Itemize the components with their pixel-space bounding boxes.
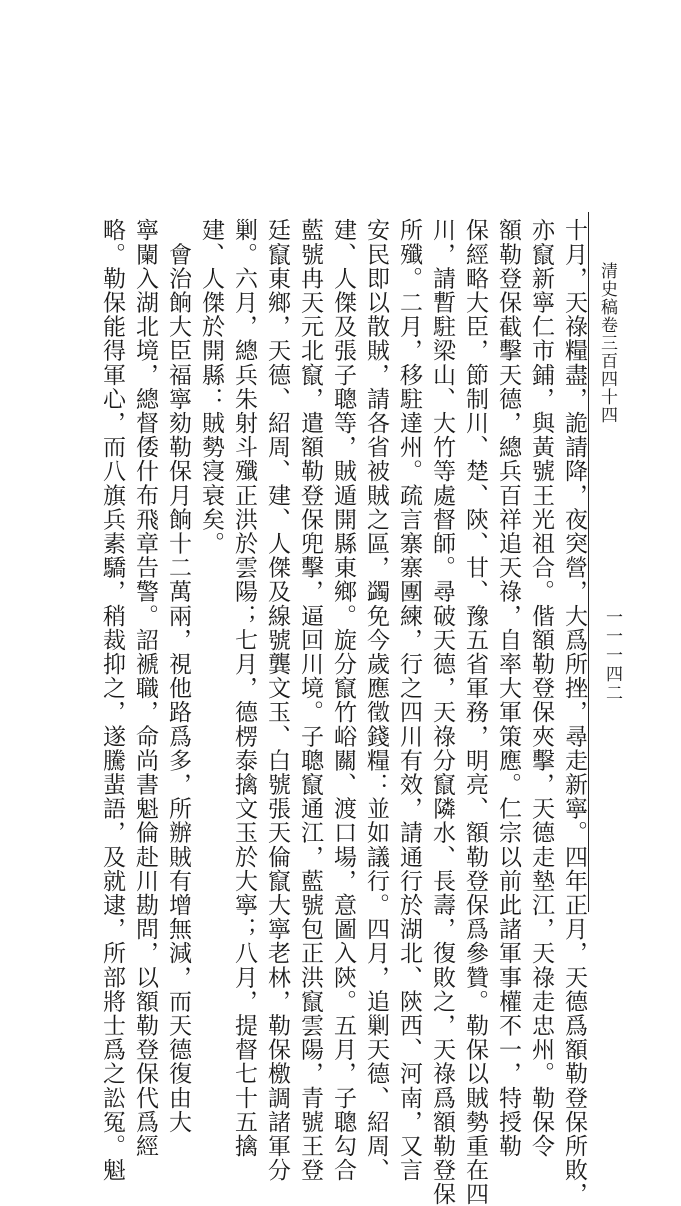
text-column: 會治餉大臣福寧劾勒保月餉十二萬兩，視他路爲多，所辦賊有增無減，而天德復由大 xyxy=(165,218,191,1134)
text-column: 寧闌入湖北境，總督倭什布飛章告警。詔褫職，命尚書魁倫赴川勘問，以額勒登保代爲經 xyxy=(132,218,158,1158)
text-column: 藍號冉天元北竄，遣額勒登保兜擊，逼回川境。子聰竄通江，藍號包正洪竄雲陽，青號王登 xyxy=(297,218,323,1182)
text-column: 亦竄新寧仁市鋪，與黃號王光祖合。偕額勒登保夾擊，天德走墊江，天祿走忠州。勒保令 xyxy=(528,218,554,1158)
running-title: 清史稿卷三百四十四 xyxy=(597,262,617,424)
text-column: 保經略大臣，節制川、楚、陝、甘、豫五省軍務，明亮、額勒登保爲參贊。勒保以賊勢重在四 xyxy=(462,218,488,1206)
text-column: 川，請暫駐梁山、大竹等處督師。尋破天德，天祿分竄隣水、長壽，復敗之，天祿爲額勒登保 xyxy=(429,218,455,1206)
text-column: 十月，天祿糧盡，詭請降，夜突營，大爲所挫，尋走新寧。四年正月，天德爲額勒登保所敗， xyxy=(561,218,587,1206)
text-column: 略。勒保能得軍心，而八旗兵素驕，稍裁抑之，遂騰蜚語，及就逮，所部將士爲之訟冤。魁 xyxy=(99,218,125,1182)
header-divider-rule xyxy=(588,212,589,912)
text-column: 所殲。二月，移駐達州。疏言寨寨團練，行之四川有效，請通行於湖北、陝西、河南，又言 xyxy=(396,218,422,1182)
text-column: 廷竄東鄉，天德、紹周、建、人傑及線號龔文玉、白號張天倫竄大寧老林，勒保檄調諸軍分 xyxy=(264,218,290,1182)
page-number: 一一一四二 xyxy=(602,608,622,703)
text-column: 安民即以散賊，請各省被賊之區，蠲免今歲應徵錢糧：並如議行。四月，追剿天德、紹周、 xyxy=(363,218,389,1182)
text-column: 剿。六月，總兵朱射斗殲正洪於雲陽；七月，德楞泰擒文玉於大寧；八月，提督七十五擒 xyxy=(231,218,257,1158)
text-column: 額勒登保截擊天德，總兵百祥追天祿，自率大軍策應。仁宗以前此諸軍事權不一，特授勒 xyxy=(495,218,521,1158)
text-column: 建、人傑於開縣：賊勢寖衰矣。 xyxy=(198,218,224,556)
text-column: 建、人傑及張子聰等，賊遁開縣東鄉。旋分竄竹峪關、渡口場，意圖入陝。五月，子聰勾合 xyxy=(330,218,356,1182)
